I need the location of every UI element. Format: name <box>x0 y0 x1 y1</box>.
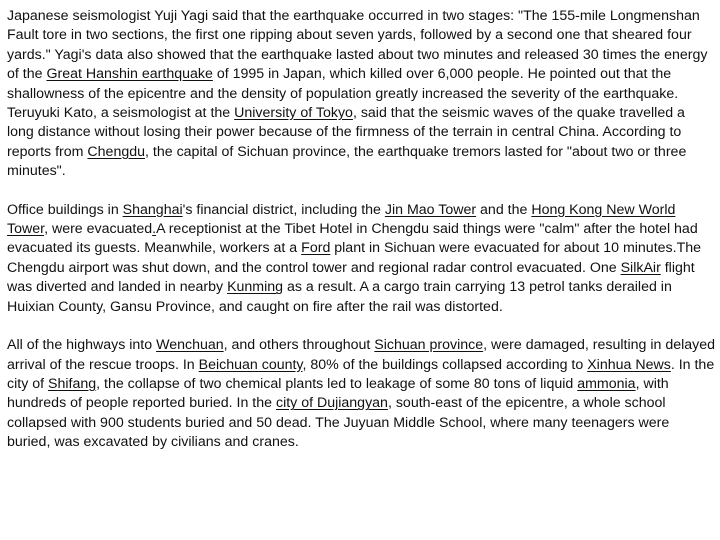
link-ammonia[interactable]: ammonia <box>577 375 636 392</box>
text-run: plant in Sichuan were evacuated for about 10 minutes.The Chengdu airport was shut down, and the control tower and regional radar control evacuated. One <box>7 240 702 276</box>
text-run: , 80% of the buildings collapsed according to <box>302 356 588 373</box>
document-body <box>7 7 715 453</box>
text-run: 's financial district, including the <box>182 201 385 218</box>
link-wenchuan[interactable]: Wenchuan <box>156 337 224 354</box>
text-run: and the <box>476 201 532 218</box>
link-shanghai[interactable]: Shanghai <box>122 201 183 218</box>
link-xinhua-news[interactable]: Xinhua News <box>587 356 671 373</box>
text-run: , and others throughout <box>223 337 375 354</box>
text-run: All of the highways into <box>7 337 157 354</box>
link-shifang[interactable]: Shifang <box>48 375 97 392</box>
text-run: flight was diverted and landed in nearby <box>7 259 695 296</box>
text-run: A receptionist at the Tibet Hotel in Chengdu said things were "calm" after the hotel had evacuated its guests. Meanwhile, workers at a <box>7 221 698 257</box>
text-run: Japanese seismologist Yuji Yagi said that the earthquake occurred in two stages: "The 155-mile Longmenshan Fault tore in two sections, the first one ripping about seven yards, followed by a second one that sheared four yards." Yagi's data also showed that the earthquake lasted about two minutes and released 30 times the energy of the <box>7 8 708 83</box>
text-run: , were damaged, resulting in delayed arrival of the rescue troops. In <box>7 337 716 373</box>
link-jin-mao-tower[interactable]: Jin Mao Tower <box>384 201 477 218</box>
text-run: , with hundreds of people reported buried. In the <box>7 375 669 412</box>
text-run: as a result. A a cargo train carrying 13 petrol tanks derailed in Huixian County, Gansu Province, and caught on fire after the rail was distorted. <box>7 279 672 315</box>
link-beichuan-county[interactable]: Beichuan county <box>198 356 303 373</box>
text-run: . In the city of <box>7 356 715 392</box>
link-kunming[interactable]: Kunming <box>227 279 284 296</box>
link-period[interactable]: . <box>152 221 157 238</box>
text-run: , said that the seismic waves of the quake travelled a long distance without losing their power because of the firmness of the terrain in central China. According to reports from <box>7 105 685 160</box>
link-hong-kong-new-world-tower[interactable]: Hong Kong New World Tower <box>7 201 676 238</box>
text-run: Office buildings in <box>7 201 123 218</box>
text-run: , the collapse of two chemical plants led to leakage of some 80 tons of liquid <box>96 375 578 392</box>
text-run: , south-east of the epicentre, a whole school collapsed with 900 students buried and 50 dead. The Juyuan Middle School, where many teenagers were buried, was excavated by civilians and cranes. <box>7 395 670 451</box>
link-sichuan-province[interactable]: Sichuan province <box>374 337 484 354</box>
link-university-of-tokyo[interactable]: University of Tokyo <box>234 105 353 122</box>
paragraph-seismology <box>7 7 715 182</box>
link-city-of-dujiangyan[interactable]: city of Dujiangyan <box>275 395 388 412</box>
paragraph-evacuations <box>7 201 715 317</box>
link-ford[interactable]: Ford <box>301 240 331 257</box>
text-run: , the capital of Sichuan province, the earthquake tremors lasted for "about two or three minutes". <box>7 143 687 180</box>
text-run: of 1995 in Japan, which killed over 6,000 people. He pointed out that the shallowness of the epicentre and the density of population greatly increased the severity of the earthquake. Teruyuki Kato, a seismologist at the <box>7 66 679 122</box>
link-chengdu[interactable]: Chengdu <box>87 143 146 160</box>
text-run: , were evacuated <box>44 221 153 238</box>
link-silkair[interactable]: SilkAir <box>620 259 661 276</box>
link-great-hanshin-earthquake[interactable]: Great Hanshin earthquake <box>46 66 213 83</box>
paragraph-damage <box>7 336 715 452</box>
